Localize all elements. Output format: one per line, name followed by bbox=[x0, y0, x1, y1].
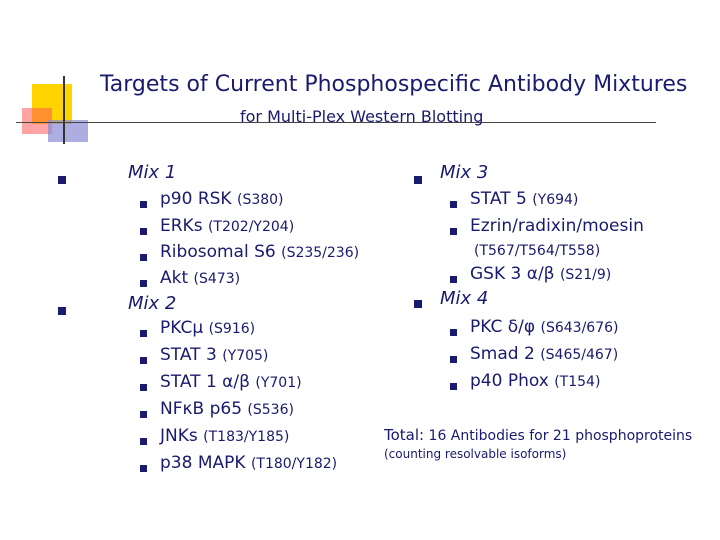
list-item: STAT 3 (Y705) bbox=[160, 345, 269, 365]
list-item: Smad 2 (S465/467) bbox=[470, 344, 619, 364]
mix3-label: Mix 3 bbox=[440, 162, 489, 183]
list-item: STAT 5 (Y694) bbox=[470, 189, 579, 209]
list-item: Ezrin/radixin/moesin bbox=[470, 216, 644, 236]
list-item: PKCμ (S916) bbox=[160, 318, 256, 338]
total-summary: Total: 16 Antibodies for 21 phosphoproteins bbox=[384, 426, 693, 444]
list-item: p90 RSK (S380) bbox=[160, 189, 284, 209]
list-item: Ribosomal S6 (S235/236) bbox=[160, 242, 360, 262]
list-item: Akt (S473) bbox=[160, 268, 241, 288]
bullet bbox=[450, 276, 457, 283]
bullet bbox=[140, 228, 147, 235]
bullet-mix2 bbox=[58, 307, 66, 315]
bullet-mix1 bbox=[58, 176, 66, 184]
bullet bbox=[450, 201, 457, 208]
bullet bbox=[450, 228, 457, 235]
bullet bbox=[450, 383, 457, 390]
bullet-mix4 bbox=[414, 300, 422, 308]
list-item: STAT 1 α/β (Y701) bbox=[160, 372, 302, 392]
bullet bbox=[140, 411, 147, 418]
mix2-label: Mix 2 bbox=[128, 293, 177, 314]
slide-title: Targets of Current Phosphospecific Antibody Mixtures bbox=[100, 72, 688, 97]
mix4-label: Mix 4 bbox=[440, 288, 489, 309]
bullet bbox=[140, 384, 147, 391]
decor-vertical-line bbox=[63, 76, 65, 144]
bullet bbox=[140, 438, 147, 445]
bullet bbox=[140, 201, 147, 208]
list-item: NFκB p65 (S536) bbox=[160, 399, 294, 419]
bullet-mix3 bbox=[414, 176, 422, 184]
list-item: p40 Phox (T154) bbox=[470, 371, 601, 391]
bullet bbox=[140, 254, 147, 261]
mix1-label: Mix 1 bbox=[128, 162, 177, 183]
list-item: ERKs (T202/Y204) bbox=[160, 216, 295, 236]
slide-subtitle: for Multi-Plex Western Blotting bbox=[240, 107, 484, 126]
bullet bbox=[140, 330, 147, 337]
bullet bbox=[140, 465, 147, 472]
decor-blue-bar bbox=[48, 120, 88, 142]
total-note: (counting resolvable isoforms) bbox=[384, 447, 567, 461]
bullet bbox=[450, 356, 457, 363]
bullet bbox=[140, 357, 147, 364]
list-item: p38 MAPK (T180/Y182) bbox=[160, 453, 338, 473]
bullet bbox=[450, 329, 457, 336]
list-item: PKC δ/φ (S643/676) bbox=[470, 317, 619, 337]
list-item-code: (T567/T564/T558) bbox=[474, 243, 601, 259]
bullet bbox=[140, 280, 147, 287]
list-item: JNKs (T183/Y185) bbox=[160, 426, 290, 446]
list-item: GSK 3 α/β (S21/9) bbox=[470, 264, 612, 284]
